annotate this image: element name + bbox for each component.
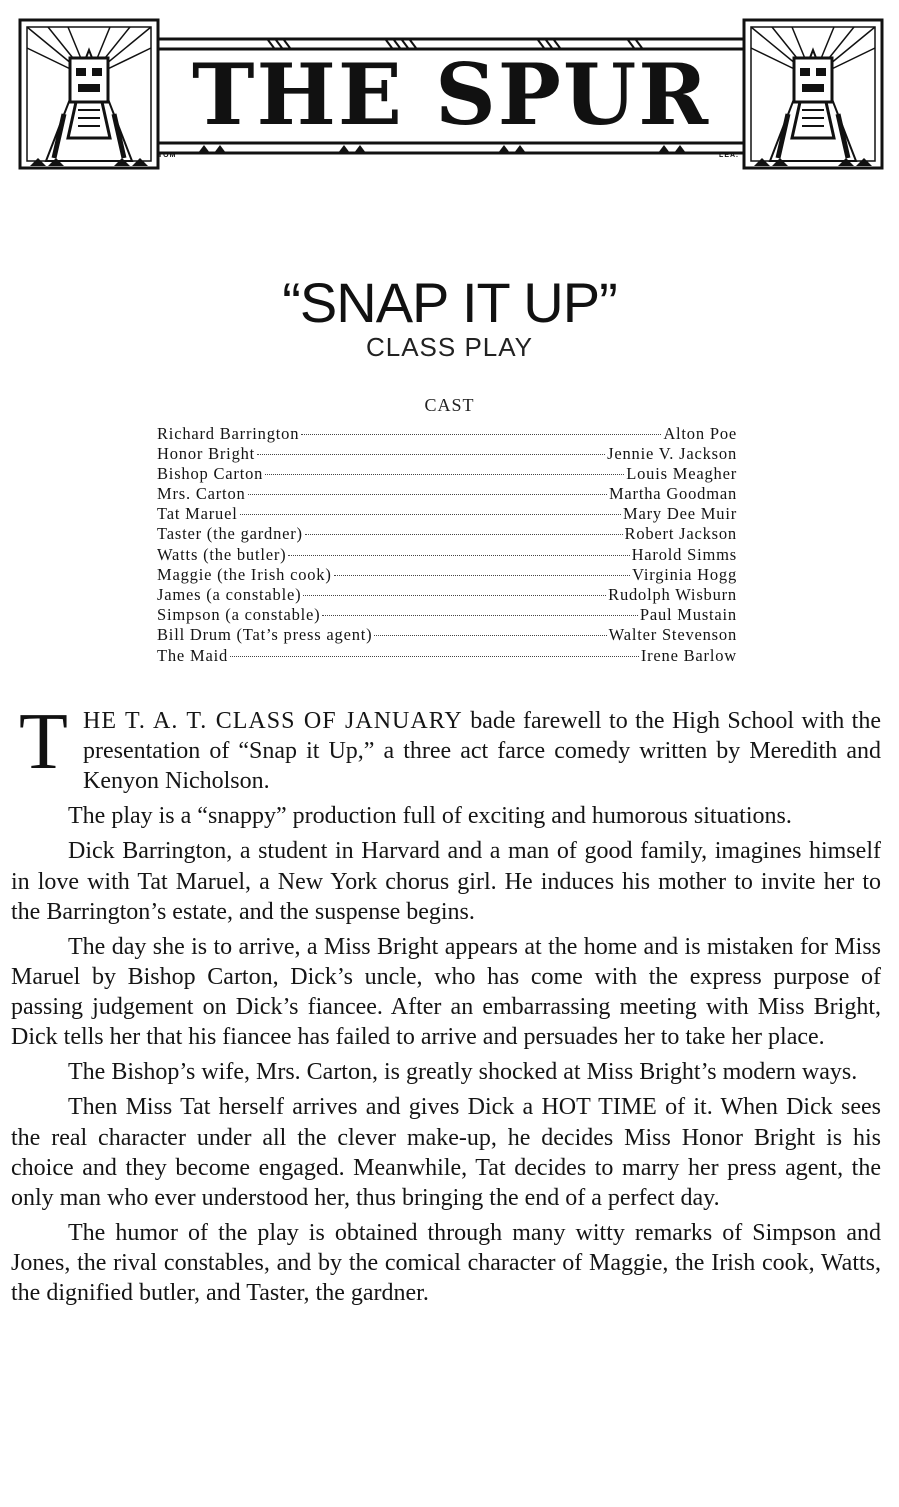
cast-role: Taster (the gardner)	[157, 524, 303, 544]
cast-actor: Mary Dee Muir	[623, 504, 737, 524]
cast-row	[157, 643, 737, 663]
cast-actor: Jennie V. Jackson	[607, 443, 737, 463]
cast-actor: Martha Goodman	[608, 484, 737, 504]
cast-actor: Walter Stevenson	[608, 625, 737, 645]
leader-dots	[230, 639, 639, 657]
cast-actor: Virginia Hogg	[632, 564, 737, 584]
cast-role: James (a constable)	[157, 585, 302, 604]
decorative-figure-right-icon	[742, 18, 884, 170]
cast-actor: Louis Meagher	[626, 463, 737, 483]
cast-role: Honor Bright	[157, 443, 256, 463]
leader-dots	[303, 579, 606, 597]
leader-dots	[265, 457, 624, 475]
artist-signature-right: LEA.	[719, 152, 739, 159]
article-paragraph: The play is a “snappy” production full of exciting and humorous situations.	[68, 803, 792, 830]
article-paragraph: The Bishop’s wife, Mrs. Carton, is greatly shocked at Miss Bright’s modern ways.	[68, 1059, 858, 1086]
leader-dots	[248, 478, 607, 496]
article-paragraph: Then Miss Tat herself arrives and gives Dick a HOT TIME of it. When Dick sees the real character under all the clever make-up, he decides Miss Honor Bright is his choice and they become engaged. Meanwhile, Tat decides to marry her press agent, the only man who ever understood her, thus bringing the end of a perfect day.	[11, 1094, 881, 1212]
drop-cap: T	[19, 698, 68, 786]
cast-role: Bishop Carton	[157, 463, 264, 483]
cast-role: Bill Drum (Tat’s press agent)	[157, 625, 373, 645]
article-paragraph: The day she is to arrive, a Miss Bright appears at the home and is mistaken for Miss Maruel by Bishop Carton, Dick’s uncle, who has come with the express purpose of passing judgement on Dick’s fiancee. After an embarrassing meeting with Miss Bright, Dick tells her that his fiancee has failed to arrive and persuades her to take her place.	[11, 933, 881, 1051]
cast-actor: Harold Simms	[631, 544, 737, 564]
leader-dots	[257, 437, 605, 455]
play-subtitle: CLASS PLAY	[365, 332, 534, 362]
cast-list	[157, 421, 737, 663]
bottom-frame-rule	[158, 140, 744, 156]
cast-role: Mrs. Carton	[157, 484, 246, 504]
cast-actor: Robert Jackson	[624, 524, 737, 544]
cast-role: Watts (the butler)	[157, 544, 287, 564]
leader-dots	[240, 498, 621, 516]
cast-actor: Paul Mustain	[639, 605, 737, 625]
article-paragraph	[19, 698, 881, 797]
play-title: “SNAP IT UP”	[282, 271, 617, 334]
cast-role: Tat Maruel	[157, 504, 238, 524]
masthead-banner	[18, 18, 884, 170]
decorative-figure-left-icon	[18, 18, 160, 170]
cast-actor: Alton Poe	[663, 423, 737, 443]
cast-role: Maggie (the Irish cook)	[157, 564, 332, 584]
lead-in-caps: HE T. A. T. CLASS OF JANUARY	[83, 708, 463, 734]
cast-heading: CAST	[424, 395, 475, 415]
article-paragraph: The humor of the play is obtained through many witty remarks of Simpson and Jones, the rival constables, and by the comical character of Maggie, the Irish cook, Watts, the dignified butler, and Taster, the gardner.	[11, 1220, 881, 1307]
leader-dots	[334, 558, 630, 576]
leader-dots	[301, 417, 661, 435]
cast-actor: Rudolph Wisburn	[608, 585, 737, 604]
paragraph-text: bade farewell to the High School with the presentation of “Snap it Up,” a three act farce comedy written by Meredith and Kenyon Nicholson.	[83, 708, 881, 795]
artist-signature-left: TOM	[158, 152, 177, 159]
masthead-title: THE SPUR	[191, 45, 711, 144]
leader-dots	[305, 518, 623, 536]
leader-dots	[322, 599, 637, 617]
article-body	[11, 698, 881, 1313]
cast-role: Simpson (a constable)	[157, 605, 321, 625]
article-paragraph: Dick Barrington, a student in Harvard and a man of good family, imagines himself in love with Tat Maruel, a New York chorus girl. He induces his mother to invite her to the Barrington’s estate, and the suspense begins.	[11, 838, 881, 925]
leader-dots	[374, 619, 606, 637]
cast-actor: Irene Barlow	[640, 645, 737, 665]
cast-role: Richard Barrington	[157, 423, 300, 443]
leader-dots	[288, 538, 629, 556]
cast-role: The Maid	[157, 645, 229, 665]
